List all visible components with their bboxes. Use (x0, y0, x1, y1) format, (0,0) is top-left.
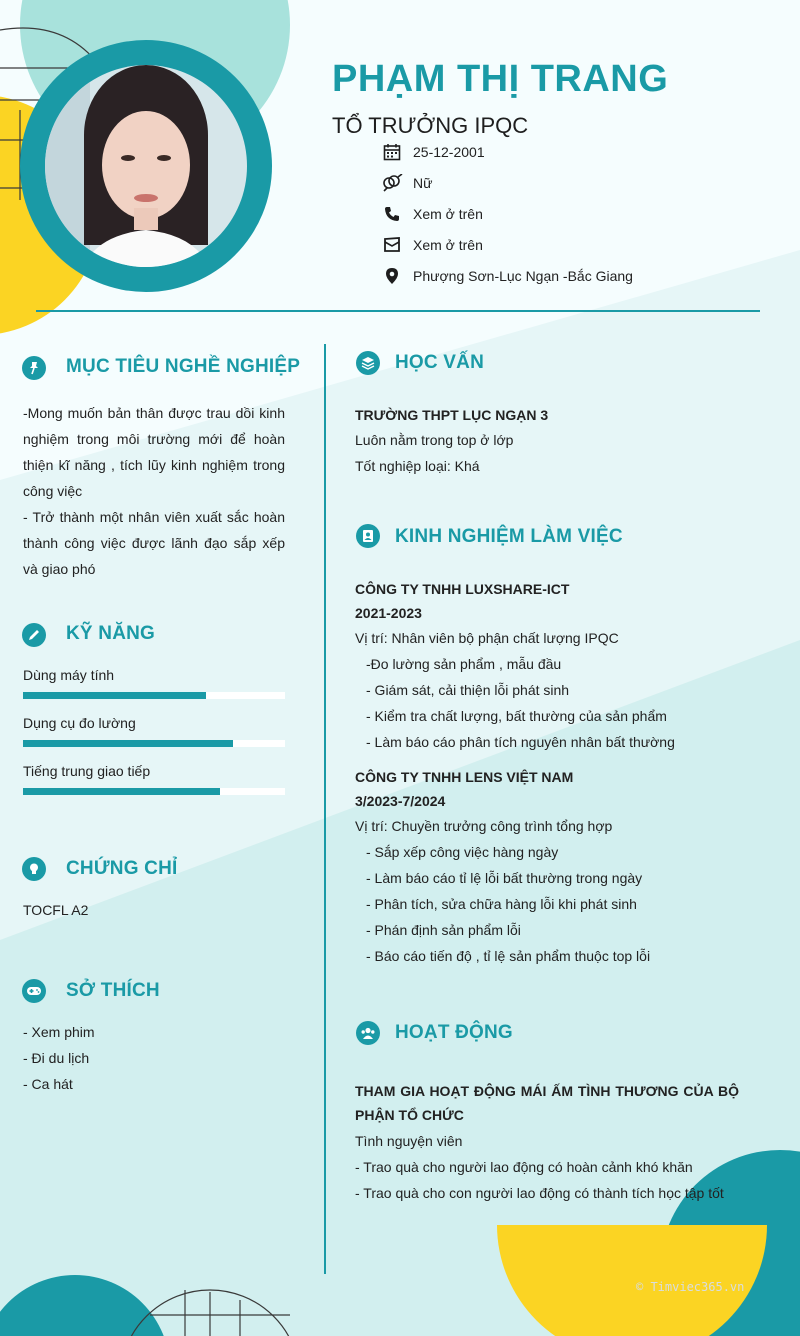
hobby-item: - Ca hát (23, 1076, 73, 1092)
calendar-icon (380, 142, 404, 162)
job-task: - Kiểm tra chất lượng, bất thường của sản phẩm (366, 708, 667, 724)
skills-title: KỸ NĂNG (66, 623, 156, 644)
column-divider (324, 344, 326, 1274)
skill-label: Dùng máy tính (23, 667, 115, 683)
id-card-icon (356, 524, 380, 548)
pencil-icon (22, 623, 46, 647)
skill-bar-fill (23, 788, 220, 795)
activity-line: - Trao quà cho người lao động có hoàn cảnh khó khăn (355, 1159, 693, 1175)
job-position: Vị trí: Chuyền trưởng công trình tổng hợp (355, 818, 613, 834)
contact-gender (380, 171, 432, 195)
activities-title: HOẠT ĐỘNG (395, 1022, 513, 1043)
address-text: Phượng Sơn-Lục Ngạn -Bắc Giang (413, 268, 633, 284)
skill-label: Dụng cụ đo lường (23, 715, 136, 731)
activity-line: - Trao quà cho con người lao động có thành tích học tập tốt (355, 1185, 724, 1201)
candidate-name: PHẠM THỊ TRANG (332, 58, 669, 100)
job-period: 2021-2023 (355, 605, 422, 621)
job-task: - Phán định sản phẩm lỗi (366, 922, 521, 938)
education-line: Tốt nghiệp loại: Khá (355, 458, 480, 474)
phone-text: Xem ở trên (413, 206, 483, 222)
gamepad-icon (22, 979, 46, 1003)
job-task: - Giám sát, cải thiện lỗi phát sinh (366, 682, 570, 698)
company-name: CÔNG TY TNHH LUXSHARE-ICT (355, 581, 570, 597)
job-title: TỔ TRƯỞNG IPQC (332, 113, 529, 138)
contact-birthday (380, 140, 485, 164)
job-position: Vị trí: Nhân viên bộ phận chất lượng IPQC (355, 630, 619, 646)
job-task: - Phân tích, sửa chữa hàng lỗi khi phát sinh (366, 896, 637, 912)
email-text: Xem ở trên (413, 237, 483, 253)
contact-address (380, 264, 633, 288)
job-period: 3/2023-7/2024 (355, 793, 446, 809)
gender-text: Nữ (413, 175, 433, 191)
hobbies-title: SỞ THÍCH (66, 980, 160, 1001)
portrait-photo (20, 40, 272, 292)
watermark: © Timviec365.vn (636, 1280, 745, 1294)
hobby-item: - Xem phim (23, 1024, 95, 1040)
education-line: Luôn nằm trong top ở lớp (355, 432, 514, 448)
activity-name: THAM GIA HOẠT ĐỘNG MÁI ẤM TÌNH THƯƠNG CỦA BỘ PHẬN TỔ CHỨC (355, 1083, 739, 1123)
objective-title: MỤC TIÊU NGHỀ NGHIỆP (66, 356, 301, 377)
certificates-title: CHỨNG CHỈ (66, 858, 178, 879)
header-divider (36, 310, 760, 312)
phone-icon (380, 204, 404, 224)
job-task: -Đo lường sản phẩm , mẫu đầu (366, 656, 562, 672)
layers-icon (356, 351, 380, 375)
objective-text-2: - Trở thành một nhân viên xuất sắc hoàn thành công việc được lãnh đạo sắp xếp và giao phó (23, 509, 285, 577)
activity-role: Tình nguyện viên (355, 1133, 463, 1149)
avatar (20, 40, 272, 292)
objective-text-1: -Mong muốn bản thân được trau dồi kinh nghiệm trong môi trường mới để hoàn thiện kĩ năng , tích lũy kinh nghiệm trong công việc (23, 405, 285, 499)
users-icon (356, 1021, 380, 1045)
company-name: CÔNG TY TNHH LENS VIỆT NAM (355, 769, 574, 785)
job-task: - Sắp xếp công việc hàng ngày (366, 844, 559, 860)
experience-title: KINH NGHIỆM LÀM VIỆC (395, 526, 623, 547)
location-icon (380, 266, 404, 286)
skill-bar (23, 692, 285, 699)
email-icon (380, 235, 404, 255)
birthday-text: 25-12-2001 (413, 144, 485, 160)
skill-bar-fill (23, 740, 233, 747)
gender-icon (380, 173, 404, 193)
lightbulb-icon (22, 857, 46, 881)
contact-phone (380, 202, 483, 226)
pin-icon (22, 356, 46, 380)
hobby-item: - Đi du lịch (23, 1050, 90, 1066)
job-task: - Báo cáo tiến độ , tỉ lệ sản phẩm thuộc top lỗi (366, 948, 651, 964)
skill-label: Tiếng trung giao tiếp (23, 763, 151, 779)
skill-bar (23, 788, 285, 795)
certificate-item: TOCFL A2 (23, 902, 89, 918)
job-task: - Làm báo cáo tỉ lệ lỗi bất thường trong ngày (366, 870, 643, 886)
education-title: HỌC VẤN (395, 352, 485, 373)
skill-bar (23, 740, 285, 747)
job-task: - Làm báo cáo phân tích nguyên nhân bất thường (366, 734, 675, 750)
school-name: TRƯỜNG THPT LỤC NGẠN 3 (355, 407, 549, 423)
skill-bar-fill (23, 692, 206, 699)
contact-email (380, 233, 483, 257)
